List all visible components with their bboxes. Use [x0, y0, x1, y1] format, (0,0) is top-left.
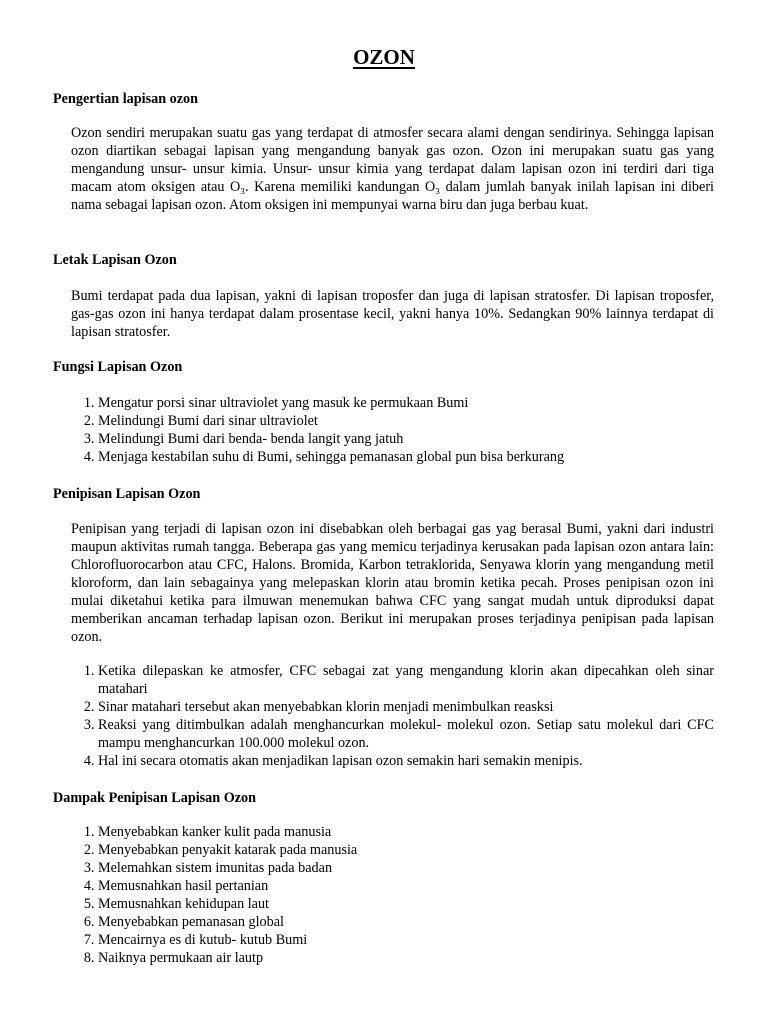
list-item: 2. Menyebabkan penyakit katarak pada manusia — [98, 841, 714, 859]
section-penipisan — [53, 485, 714, 770]
section-letak — [53, 251, 714, 341]
list-item: 8. Naiknya permukaan air lautp — [98, 949, 714, 967]
numbered-list — [53, 662, 714, 770]
list-item: 7. Mencairnya es di kutub- kutub Bumi — [98, 931, 714, 949]
section-heading: Penipisan Lapisan Ozon — [53, 486, 201, 502]
list-item: 2. Melindungi Bumi dari sinar ultraviolet — [98, 412, 714, 430]
list-item: 1. Mengatur porsi sinar ultraviolet yang masuk ke permukaan Bumi — [98, 394, 714, 412]
document-title: OZON — [353, 45, 415, 69]
list-item: 3. Melindungi Bumi dari benda- benda langit yang jatuh — [98, 430, 714, 448]
section-fungsi — [53, 358, 714, 466]
list-item: 4. Memusnahkan hasil pertanian — [98, 877, 714, 895]
numbered-list — [53, 823, 714, 967]
list-item: 3. Reaksi yang ditimbulkan adalah menghancurkan molekul- molekul ozon. Setiap satu molekul dari CFC mampu menghancurkan 100.000 molekul ozon. — [98, 716, 714, 752]
list-item: 3. Melemahkan sistem imunitas pada badan — [98, 859, 714, 877]
list-item: 4. Hal ini secara otomatis akan menjadikan lapisan ozon semakin hari semakin menipis. — [98, 752, 714, 770]
section-dampak — [53, 789, 714, 967]
list-item: 5. Memusnahkan kehidupan laut — [98, 895, 714, 913]
numbered-list — [53, 394, 714, 466]
section-heading: Dampak Penipisan Lapisan Ozon — [53, 790, 257, 806]
section-heading: Fungsi Lapisan Ozon — [53, 359, 183, 375]
section-heading: Letak Lapisan Ozon — [53, 252, 177, 268]
section-paragraph: Bumi terdapat pada dua lapisan, yakni di lapisan troposfer dan juga di lapisan stratosfer. Di lapisan troposfer, gas-gas ozon ini hanya terdapat dalam prosentase kecil, yakni hanya 10%. Sedangkan 90% lainnya terdapat di lapisan stratosfer. — [71, 288, 714, 340]
list-item: 6. Menyebabkan pemanasan global — [98, 913, 714, 931]
list-item: 1. Menyebabkan kanker kulit pada manusia — [98, 823, 714, 841]
section-paragraph: Penipisan yang terjadi di lapisan ozon ini disebabkan oleh berbagai gas yag berasal Bumi, yakni dari industri maupun aktivitas rumah tangga. Beberapa gas yang memicu terjadinya kerusakan pada lapisan ozon antara lain: Chlorofluorocarbon atau CFC, Halons. Bromida, Karbon tetraklorida, Senyawa klorin yang mengandung metil kloroform, dan lain sebagainya yang melepaskan klorin atau bromin ketika pecah. Proses penipisan ozon ini mulai diketahui ketika para ilmuwan menemukan bahwa CFC yang sangat mudah untuk diproduksi dapat memberikan ancaman terhadap lapisan ozon. Berikut ini merupakan proses terjadinya penipisan pada lapisan ozon. — [71, 521, 714, 645]
section-pengertian — [53, 90, 714, 214]
list-item: 2. Sinar matahari tersebut akan menyebabkan klorin menjadi menimbulkan reasksi — [98, 698, 714, 716]
list-item: 4. Menjaga kestabilan suhu di Bumi, sehingga pemanasan global pun bisa berkurang — [98, 448, 714, 466]
section-paragraph: Ozon sendiri merupakan suatu gas yang terdapat di atmosfer secara alami dengan sendirinya. Sehingga lapisan ozon diartikan sebagai lapisan yang mengandung banyak gas ozon. Ozon ini merupakan suatu gas yang mengandung unsur- unsur kimia. Unsur- unsur kimia yang terdapat dalam lapisan ozon ini terdiri dari tiga macam atom oksigen atau O₃. Karena memiliki kandungan O₃ dalam jumlah banyak inilah lapisan ini diberi nama sebagai lapisan ozon. Atom oksigen ini mempunyai warna biru dan juga berbau kuat. — [71, 125, 714, 213]
section-heading: Pengertian lapisan ozon — [53, 91, 199, 107]
list-item: 1. Ketika dilepaskan ke atmosfer, CFC sebagai zat yang mengandung klorin akan dipecahkan oleh sinar matahari — [98, 662, 714, 698]
